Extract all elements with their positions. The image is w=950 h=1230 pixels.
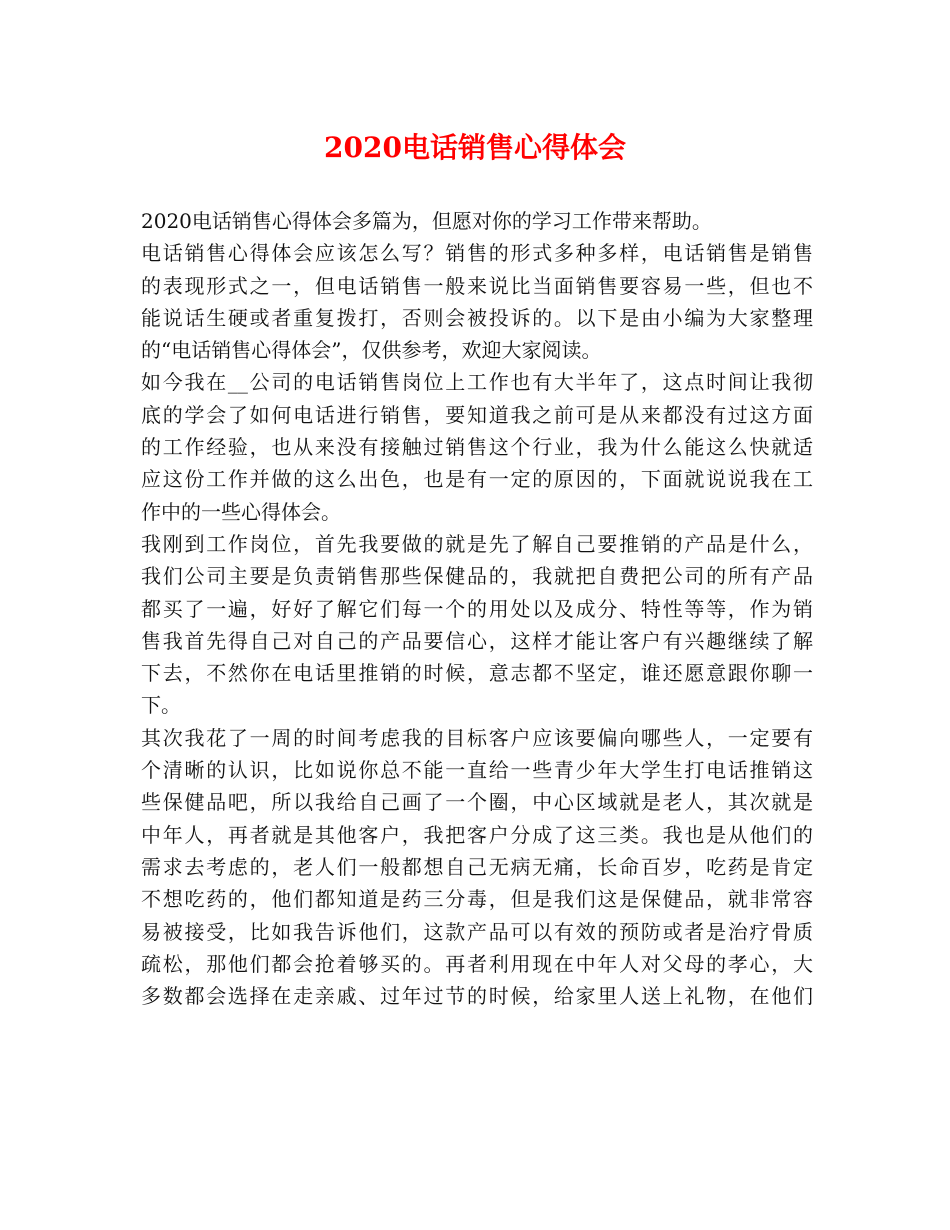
body-line: 易被接受，比如我告诉他们，这款产品可以有效的预防或者是治疗骨质 xyxy=(141,919,813,944)
body-line: 应这份工作并做的这么出色，也是有一定的原因的，下面就说说我在工 xyxy=(141,467,813,492)
body-line: 需求去考虑的，老人们一般都想自己无病无痛，长命百岁，吃药是肯定 xyxy=(141,854,813,879)
body-line: 多数都会选择在走亲戚、过年过节的时候，给家里人送上礼物，在他们 xyxy=(141,984,813,1009)
document-title: 2020电话销售心得体会 xyxy=(324,131,626,164)
body-line: 疏松，那他们都会抢着够买的。再者利用现在中年人对父母的孝心，大 xyxy=(141,951,813,976)
body-line: 底的学会了如何电话进行销售，要知道我之前可是从来都没有过这方面 xyxy=(141,402,813,427)
body-line: 我刚到工作岗位，首先我要做的就是先了解自己要推销的产品是什么， xyxy=(141,531,813,556)
body-line: 能说话生硬或者重复拨打，否则会被投诉的。以下是由小编为大家整理 xyxy=(141,305,813,330)
body-line: 作中的一些心得体会。 xyxy=(141,499,341,524)
document-body xyxy=(141,205,813,1012)
body-line: 些保健品吧，所以我给自己画了一个圈，中心区域就是老人，其次就是 xyxy=(141,790,813,815)
body-line: 我们公司主要是负责销售那些保健品的，我就把自费把公司的所有产品 xyxy=(141,564,813,589)
body-line: 2020电话销售心得体会多篇为，但愿对你的学习工作带来帮助。 xyxy=(141,209,712,233)
body-line: 不想吃药的，他们都知道是药三分毒，但是我们这是保健品，就非常容 xyxy=(141,887,813,912)
body-line: 的工作经验，也从来没有接触过销售这个行业，我为什么能这么快就适 xyxy=(141,435,813,460)
body-line: 下去，不然你在电话里推销的时候，意志都不坚定，谁还愿意跟你聊一 xyxy=(141,661,813,686)
body-line: 都买了一遍，好好了解它们每一个的用处以及成分、特性等等，作为销 xyxy=(141,596,813,621)
body-line: 下。 xyxy=(141,693,181,718)
body-line: 其次我花了一周的时间考虑我的目标客户应该要偏向哪些人，一定要有 xyxy=(141,725,813,750)
body-line: 的“电话销售心得体会”，仅供参考，欢迎大家阅读。 xyxy=(141,338,602,363)
body-line: 中年人，再者就是其他客户，我把客户分成了这三类。我也是从他们的 xyxy=(141,822,813,847)
body-line: 的表现形式之一，但电话销售一般来说比当面销售要容易一些，但也不 xyxy=(141,273,813,298)
body-line: 如今我在__公司的电话销售岗位上工作也有大半年了，这点时间让我彻 xyxy=(141,370,813,395)
body-line: 个清晰的认识，比如说你总不能一直给一些青少年大学生打电话推销这 xyxy=(141,758,813,783)
body-line: 电话销售心得体会应该怎么写？销售的形式多种多样，电话销售是销售 xyxy=(141,241,813,266)
body-line: 售我首先得自己对自己的产品要信心，这样才能让客户有兴趣继续了解 xyxy=(141,628,813,653)
